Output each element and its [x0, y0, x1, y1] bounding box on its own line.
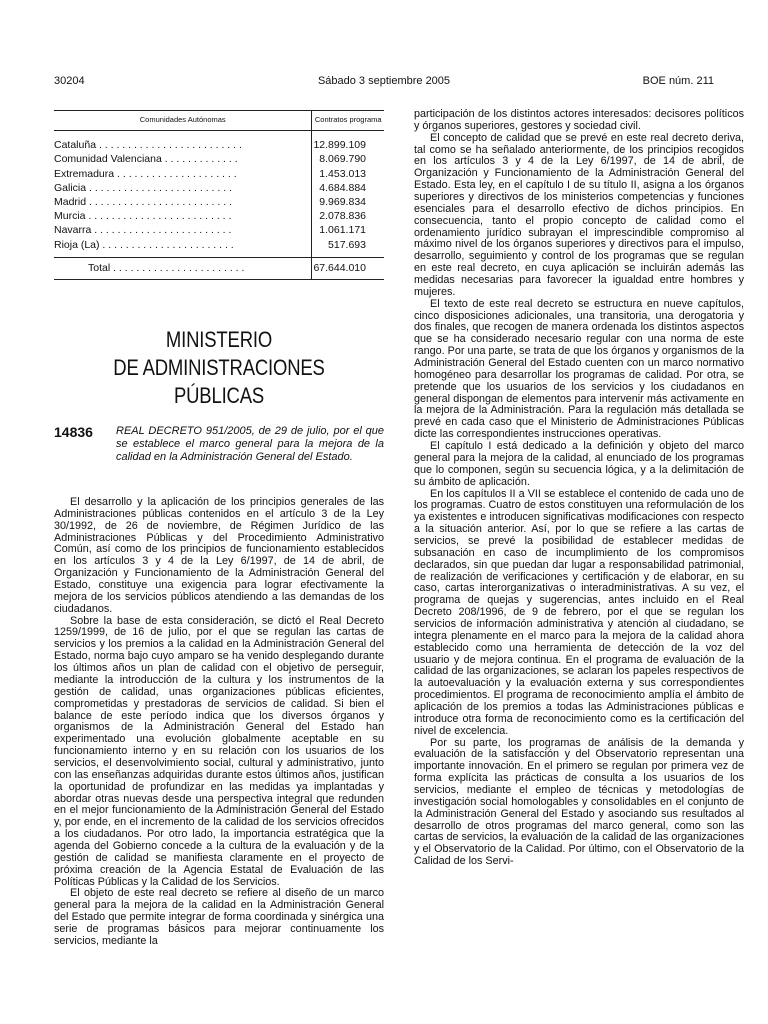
region-name: Cataluña . . . . . . . . . . . . . . . . . . . . . . . . . — [54, 139, 242, 152]
region-name: Rioja (La) . . . . . . . . . . . . . . . . . . . . . . . — [54, 238, 234, 251]
region-name: Navarra . . . . . . . . . . . . . . . . . . . . . . . . — [54, 224, 232, 237]
region-amount: 1.061.171 — [312, 223, 384, 237]
column-header-region: Comunidades Autónomas — [54, 111, 312, 131]
region-amount: 1.453.013 — [312, 167, 384, 181]
table-body — [54, 131, 384, 280]
paragraph: participación de los distintos actores interesados: decisores políticos y órganos superiores, gestores y sociedad civil. — [414, 108, 744, 132]
page-number: 30204 — [54, 75, 85, 87]
allocation-table — [54, 110, 384, 280]
page-header — [54, 75, 714, 91]
issue-date: Sábado 3 septiembre 2005 — [317, 75, 451, 87]
region-amount: 517.693 — [312, 238, 384, 258]
table-row — [54, 238, 384, 258]
region-name: Extremadura . . . . . . . . . . . . . . . . . . . . . — [54, 167, 237, 180]
paragraph: El capítulo I está dedicado a la definición y objeto del marco general para la mejora de la calidad, al enunciado de los programas que lo componen, según su secuencia lógica, y a la delimitación de su ámbito de aplicación. — [414, 440, 744, 488]
decree-title: REAL DECRETO 951/2005, de 29 de julio, por el que se establece el marco general para la mejora de la calidad en la Administración General del Estado. — [116, 425, 384, 464]
total-row — [54, 257, 384, 279]
ministry-heading — [80, 326, 357, 410]
right-body-text — [414, 109, 744, 868]
decree-heading — [54, 424, 384, 482]
paragraph: Sobre la base de esta consideración, se dictó el Real Decreto 1259/1999, de 16 de julio, por el que se regulan las cartas de servicios y los premios a la calidad en la Administración General del Estado, norma bajo cuyo amparo se ha venido desplegando durante los últimos años un plan de calidad con el objetivo de perseguir, mediante la introducción de la cultura y los instrumentos de la gestión de calidad, unas organizaciones públicas eficientes, comprometidas y prestadoras de servicios de calidad. Si bien el balance de este período indica que los diversos órganos y organismos de la Administración General del Estado han experimentado una evolución globalmente aceptable en su funcionamiento interno y en su relación con los usuarios de los servicios, el desenvolvimiento social, cultural y administrativo, junto con las enseñanzas adquiridas durante estos últimos años, justifican la oportunidad de profundizar en las medidas ya implantadas y abordar otras nuevas desde una perspectiva integral que redunden en el mejor funcionamiento de la Administración General del Estado y, por ende, en el incremento de la calidad de los servicios ofrecidos a los ciudadanos. Por otro lado, la importancia estratégica que la agenda del Gobierno concede a la cultura de la evaluación y de la gestión de calidad se manifiesta claramente en el proyecto de próxima creación de la Agencia Estatal de Evaluación de las Políticas Públicas y la Calidad de los Servicios. — [54, 614, 384, 888]
ministry-line-1: MINISTERIO — [165, 327, 273, 353]
paragraph: El texto de este real decreto se estructura en nueve capítulos, cinco disposiciones adicionales, una transitoria, una derogatoria y dos finales, que recogen de manera ordenada los distintos aspectos que se ha considerado necesario regular con una norma de este rango. Por una parte, se trata de que los órganos y organismos de la Administración General del Estado cuenten con un marco normativo homogéneo para desarrollar los programas de calidad. Por otra, se pretende que los usuarios de los servicios y los ciudadanos en general dispongan de elementos para intervenir más activamente en la mejora de la Administración. Para la regulación más detallada se prevé en cada caso que el Ministerio de Administraciones Públicas dicte las correspondientes instrucciones operativas. — [414, 297, 744, 441]
left-body-text — [54, 497, 384, 948]
paragraph: El objeto de este real decreto se refiere al diseño de un marco general para la mejora de la calidad en la Administración General del Estado que permite integrar de forma coordinada y sinérgica una serie de programas básicos para mejorar continuamente los servicios, mediante la — [54, 887, 384, 947]
journal-issue: BOE núm. 211 — [642, 75, 714, 87]
right-column — [414, 109, 744, 868]
paragraph: En los capítulos II a VII se establece el contenido de cada uno de los programas. Cuatro de estos constituyen una reformulación de los ya existentes e introducen significativas modificaciones con respecto a la situación anterior. Así, por lo que se refiere a las cartas de servicios, se prevé la posibilidad de establecer medidas de subsanación en caso de incumplimiento de los compromisos declarados, sin que puedan dar lugar a responsabilidad patrimonial, de realización de verificaciones y certificación y de elaborar, en su caso, cartas interorganizativas o interadministrativas. A su vez, el programa de quejas y sugerencias, antes incluido en el Real Decreto 208/1996, de 9 de febrero, por el que se regulan los servicios de información administrativa y atención al ciudadano, se integra plenamente en el marco para la mejora de la calidad ahora establecido como una herramienta de detección de la voz del usuario y de mejora continua. En el programa de evaluación de la calidad de las organizaciones, se aclaran los papeles respectivos de la autoevaluación y la evaluación externa y sus correspondientes procedimientos. El programa de reconocimiento amplía el ámbito de aplicación de los premios a todas las Administraciones públicas e introduce otra forma de reconocimiento como es la certificación del nivel de excelencia. — [414, 487, 744, 737]
paragraph: El desarrollo y la aplicación de los principios generales de las Administraciones públicas contenidos en el artículo 3 de la Ley 30/1992, de 26 de noviembre, de Régimen Jurídico de las Administraciones Públicas y del Procedimiento Administrativo Común, así como de los principios de funcionamiento establecidos en los artículos 3 y 4 de la Ley 6/1997, de 14 de abril, de Organización y Funcionamiento de la Administración General del Estado, constituye una exigencia para lograr efectivamente la mejora de los servicios públicos atendiendo a las demandas de los ciudadanos. — [54, 496, 384, 615]
paragraph: Por su parte, los programas de análisis de la demanda y evaluación de la satisfacción y del Observatorio representan una importante innovación. En el primero se regulan por primera vez de forma explícita las prácticas de consulta a los usuarios de los servicios, mediante el empleo de técnicas y metodologías de investigación social homologables y consolidables en el conjunto de la Administración General del Estado y asociando sus resultados al desarrollo de otros programas del marco general, como son las cartas de servicios, la evaluación de la calidad de las organizaciones y el Observatorio de la Calidad. Por último, con el Observatorio de la Calidad de los Servi- — [414, 736, 744, 868]
total-value: 67.644.010 — [312, 257, 384, 279]
region-amount: 12.899.109 — [312, 131, 384, 153]
table-row — [54, 152, 384, 166]
table-row — [54, 181, 384, 195]
table-row — [54, 209, 384, 223]
left-column — [54, 110, 384, 948]
column-header-amount: Contratos programa — [312, 111, 384, 131]
decree-number: 14836 — [54, 424, 93, 441]
table-row — [54, 195, 384, 209]
region-name: Galicia . . . . . . . . . . . . . . . . . . . . . . . . . — [54, 181, 232, 194]
paragraph: El concepto de calidad que se prevé en este real decreto deriva, tal como se ha señalado anteriormente, de los principios recogidos en los artículos 3 y 4 de la Ley 6/1997, de 14 de abril, de Organización y Funcionamiento de la Administración General del Estado. Esta ley, en el capítulo I de su título II, asigna a los órganos superiores y directivos de los ministerios competencias y funciones esenciales para el desarrollo efectivo de dichos principios. En consecuencia, tanto el propio concepto de calidad como el ordenamiento jurídico subrayan el imprescindible compromiso al máximo nivel de los órganos superiores y directivos para el impulso, desarrollo, seguimiento y control de los programas que se regulan en este real decreto, en cuya aplicación se incluirán además las medidas necesarias para favorecer la igualdad entre hombres y mujeres. — [414, 131, 744, 298]
region-name: Madrid . . . . . . . . . . . . . . . . . . . . . . . . . — [54, 196, 232, 209]
region-amount: 9.969.834 — [312, 195, 384, 209]
ministry-line-2: DE ADMINISTRACIONES PÚBLICAS — [113, 355, 325, 409]
region-name: Comunidad Valenciana . . . . . . . . . . . . . — [54, 153, 238, 166]
region-amount: 4.684.884 — [312, 181, 384, 195]
region-amount: 2.078.836 — [312, 209, 384, 223]
region-name: Murcia . . . . . . . . . . . . . . . . . . . . . . . . . — [54, 210, 232, 223]
table-row — [54, 131, 384, 153]
region-amount: 8.069.790 — [312, 152, 384, 166]
table-row — [54, 223, 384, 237]
table-row — [54, 167, 384, 181]
total-label: Total . . . . . . . . . . . . . . . . . . . . . . . — [54, 257, 312, 279]
